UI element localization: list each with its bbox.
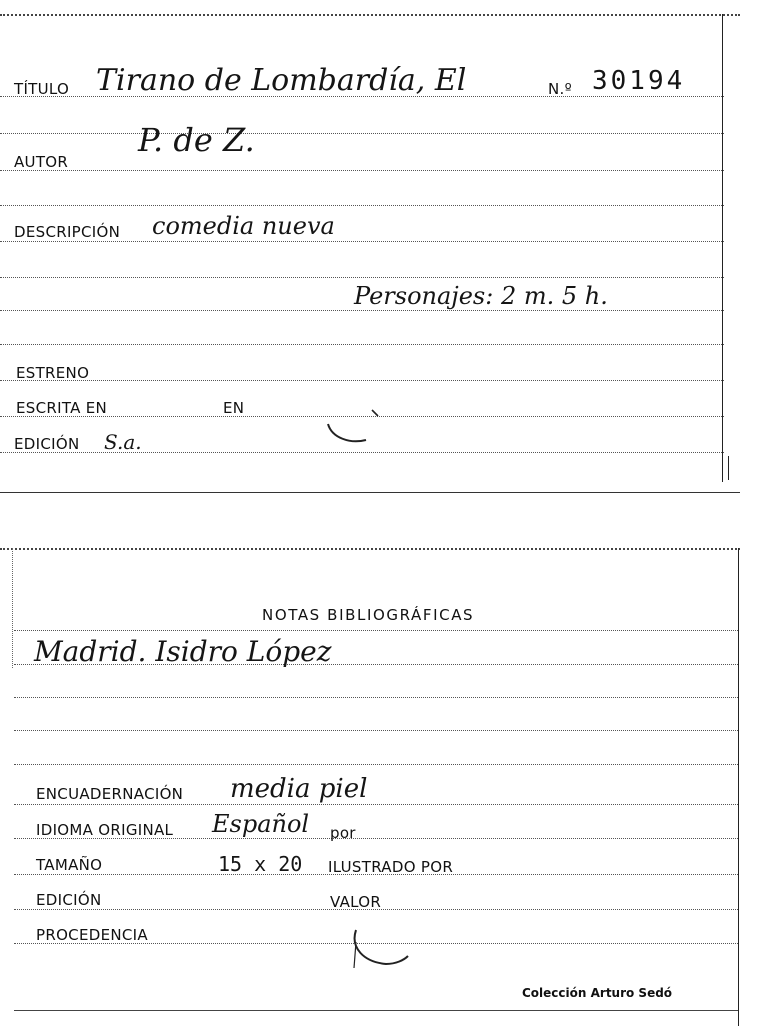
ilustrado-label: ILUSTRADO POR <box>328 858 454 876</box>
escrita-en-label: ESCRITA EN <box>16 399 108 417</box>
encuadernacion-value: media piel <box>230 774 368 804</box>
valor-label: VALOR <box>330 893 382 911</box>
rule-descripcion <box>0 241 724 242</box>
tamano-value: 15 x 20 <box>218 852 303 876</box>
rule-blank-2 <box>0 205 724 206</box>
rule-bottom <box>14 1010 738 1011</box>
idioma-value: Español <box>212 810 310 838</box>
edicion-back-label: EDICIÓN <box>36 891 102 909</box>
rule-estreno <box>0 380 724 381</box>
punch-hole-mark <box>350 920 420 976</box>
idioma-label: IDIOMA ORIGINAL <box>36 821 174 839</box>
rule-notes-5 <box>14 764 738 765</box>
numero-label: N.º <box>548 80 572 98</box>
por-label: por <box>330 824 356 842</box>
card-top-edge <box>0 14 740 16</box>
descripcion-label: DESCRIPCIÓN <box>14 223 121 241</box>
catalog-card-back <box>0 540 740 1028</box>
card-separator <box>0 492 740 493</box>
rule-blank-3 <box>0 277 724 278</box>
descripcion-value: comedia nueva <box>152 212 335 240</box>
encuadernacion-label: ENCUADERNACIÓN <box>36 785 184 803</box>
estreno-label: ESTRENO <box>16 364 90 382</box>
rule-notes-3 <box>14 697 738 698</box>
card-top-edge <box>0 548 740 550</box>
rule-blank-5 <box>0 344 724 345</box>
tamano-label: TAMAÑO <box>36 856 103 874</box>
procedencia-label: PROCEDENCIA <box>36 926 148 944</box>
punch-hole-mark <box>322 402 392 446</box>
descripcion-extra: Personajes: 2 m. 5 h. <box>354 282 608 310</box>
edicion-label: EDICIÓN <box>14 435 80 453</box>
card-right-edge <box>738 548 739 1026</box>
edicion-value: S.a. <box>104 430 142 454</box>
rule-notes-4 <box>14 730 738 731</box>
titulo-value: Tirano de Lombardía, El <box>96 63 467 98</box>
card-left-edge <box>12 548 13 668</box>
rule-notes-1 <box>14 630 738 631</box>
en-label: EN <box>223 399 245 417</box>
catalog-card-front <box>0 0 740 492</box>
numero-value: 30194 <box>592 66 686 96</box>
autor-value: P. de Z. <box>138 121 255 159</box>
autor-label: AUTOR <box>14 153 69 171</box>
card-right-edge-lower <box>728 456 729 480</box>
rule-autor <box>0 170 724 171</box>
collection-footer: Colección Arturo Sedó <box>522 986 673 1000</box>
titulo-label: TÍTULO <box>14 80 70 98</box>
notes-value: Madrid. Isidro López <box>34 635 332 668</box>
card-right-edge <box>722 14 723 482</box>
notas-heading: NOTAS BIBLIOGRÁFICAS <box>262 606 475 624</box>
rule-blank-4 <box>0 310 724 311</box>
rule-encuadernacion <box>14 804 738 805</box>
rule-blank-1 <box>0 133 724 134</box>
